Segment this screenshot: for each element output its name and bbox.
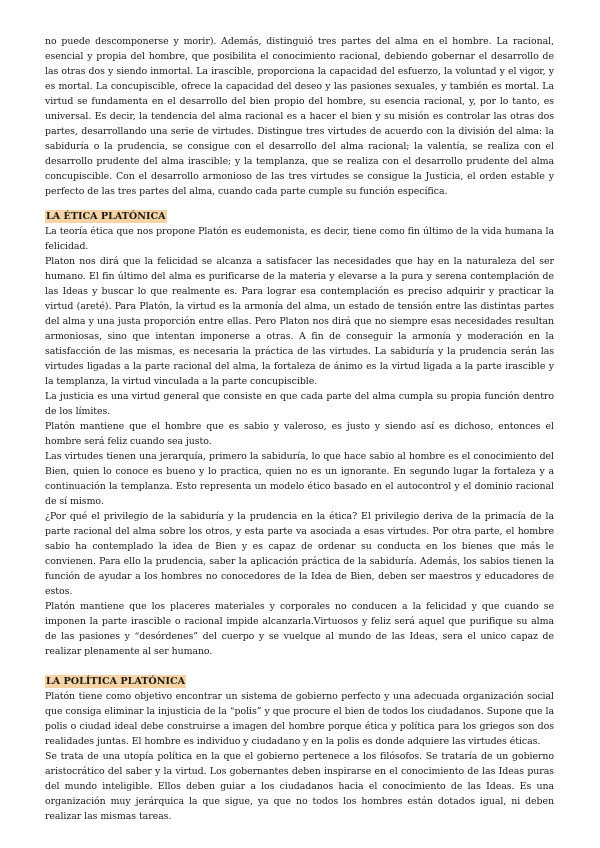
etica-paragraph-7: Platón mantiene que los placeres materiales y corporales no conducen a la felicidad y que cuando se imponen la parte irascible o racional impide alcanzarla.Virtuosos y feliz será aquel que purifique su alma de las pasiones y “desórdenes” del cuerpo y se vuelque al mundo de las Ideas, sera el unico capaz de realizar plenamente al ser humano.: [45, 601, 554, 657]
politica-heading-wrap: [45, 672, 554, 688]
etica-paragraph-3: La justicia es una virtud general que consiste en que cada parte del alma cumpla su propia función dentro de los límites.: [45, 391, 554, 417]
etica-paragraph-6: ¿Por qué el privilegio de la sabiduría y la prudencia en la ética? El privilegio deriva de la primacía de la parte racional del alma sobre los otros, y esta parte va asociada a esas virtudes. Por otra parte, el hombre sabio ha contemplado la idea de Bien y es capaz de ordenar su conducta en los bienes que más le convienen. Para ello la prudencia, saber la aplicación práctica de la sabiduría. Además, los sabios tienen la función de ayudar a los hombres no conocedores de la Idea de Bien, deben ser maestros y educadores de estos.: [45, 511, 554, 597]
etica-paragraph-5: Las virtudes tienen una jerarquía, primero la sabiduría, lo que hace sabio al hombre es el conocimiento del Bien, quien lo conoce es bueno y lo practica, quien no es un ignorante. En segundo lugar la fortaleza y a continuación la templanza. Esto representa un modelo ético basado en el autocontrol y el dominio racional de sí mismo.: [45, 451, 554, 507]
etica-heading-wrap: [45, 207, 554, 223]
etica-paragraph-4: Platón mantiene que el hombre que es sabio y valeroso, es justo y siendo así es dichoso, entonces el hombre será feliz cuando sea justo.: [45, 421, 554, 447]
intro-paragraph: no puede descomponerse y morir). Además, distinguió tres partes del alma en el hombre. La racional, esencial y propia del hombre, que posibilita el conocimiento racional, debiendo gobernar el desarrollo de las otras dos y siendo inmortal. La irascible, proporciona la capacidad del esfuerzo, la voluntad y el vigor, y es mortal. La concupiscible, ofrece la capacidad del deseo y las pasiones sexuales, y también es mortal. La virtud se fundamenta en el desarrollo del bien propio del hombre, su esencia racional, y, por lo tanto, es universal. Es decir, la tendencia del alma racional es a hacer el bien y su misión es controlar las otras dos partes, desarrollando una serie de virtudes. Distingue tres virtudes de acuerdo con la división del alma: la sabiduría o la prudencia, se consigue con el desarrollo del alma racional; la valentía, se realiza con el desarrollo prudente del alma irascible; y la templanza, que se realiza con el desarrollo prudente del alma concupiscible. Con el desarrollo armonioso de las tres virtudes se consigue la Justicia, el orden estable y perfecto de las tres partes del alma, cuando cada parte cumple su función específica.: [45, 36, 554, 197]
politica-paragraph-2: Se trata de una utopía política en la que el gobierno pertenece a los filósofos. Se trataría de un gobierno aristocrático del saber y la virtud. Los gobernantes deben inspirarse en el conocimiento de las Ideas puras del mundo inteligible. Ellos deben guiar a los ciudadanos hacia el conocimiento de las Ideas. Es una organización muy jerárquica la que sigue, ya que no todos los hombres están dotados igual, ni deben realizar las mismas tareas.: [45, 751, 554, 822]
politica-paragraph-1: Platón tiene como objetivo encontrar un sistema de gobierno perfecto y una adecuada organización social que consiga eliminar la injusticia de la “polis” y que procure el bien de todos los ciudadanos. Supone que la polis o ciudad ideal debe construirse a imagen del hombre porque ética y política para los griegos son dos realidades juntas. El hombre es individuo y ciudadano y en la polis es donde adquiere las virtudes éticas.: [45, 691, 554, 747]
etica-paragraph-1: La teoría ética que nos propone Platón es eudemonista, es decir, tiene como fin último de la vida humana la felicidad.: [45, 226, 554, 252]
politica-heading: LA POLÍTICA PLATÓNICA: [46, 676, 186, 687]
etica-paragraph-2: Platon nos dirá que la felicidad se alcanza a satisfacer las necesidades que hay en la naturaleza del ser humano. El fin último del alma es purificarse de la materia y elevarse a la pura y serena contemplación de las Ideas y buscar lo que realmente es. Para lograr esa contemplación es preciso adquirir y practicar la virtud (areté). Para Platón, la virtud es la armonía del alma, un estado de tensión entre las distintas partes del alma y una justa proporción entre ellas. Pero Platon nos dirá que no siempre esas necesidades resultan armoniosas, sino que intentan imponerse a otras. A fin de conseguir la armonía y moderación en la satisfacción de las mismas, es necesaria la práctica de las virtudes. La sabiduría y la prudencia serán las virtudes ligadas a la parte racional del alma, la fortaleza de ánimo es la virtud ligada a la parte irascible y la templanza, la virtud vinculada a la parte concupiscible.: [45, 256, 554, 387]
etica-heading: LA ÉTICA PLATÓNICA: [46, 211, 166, 222]
